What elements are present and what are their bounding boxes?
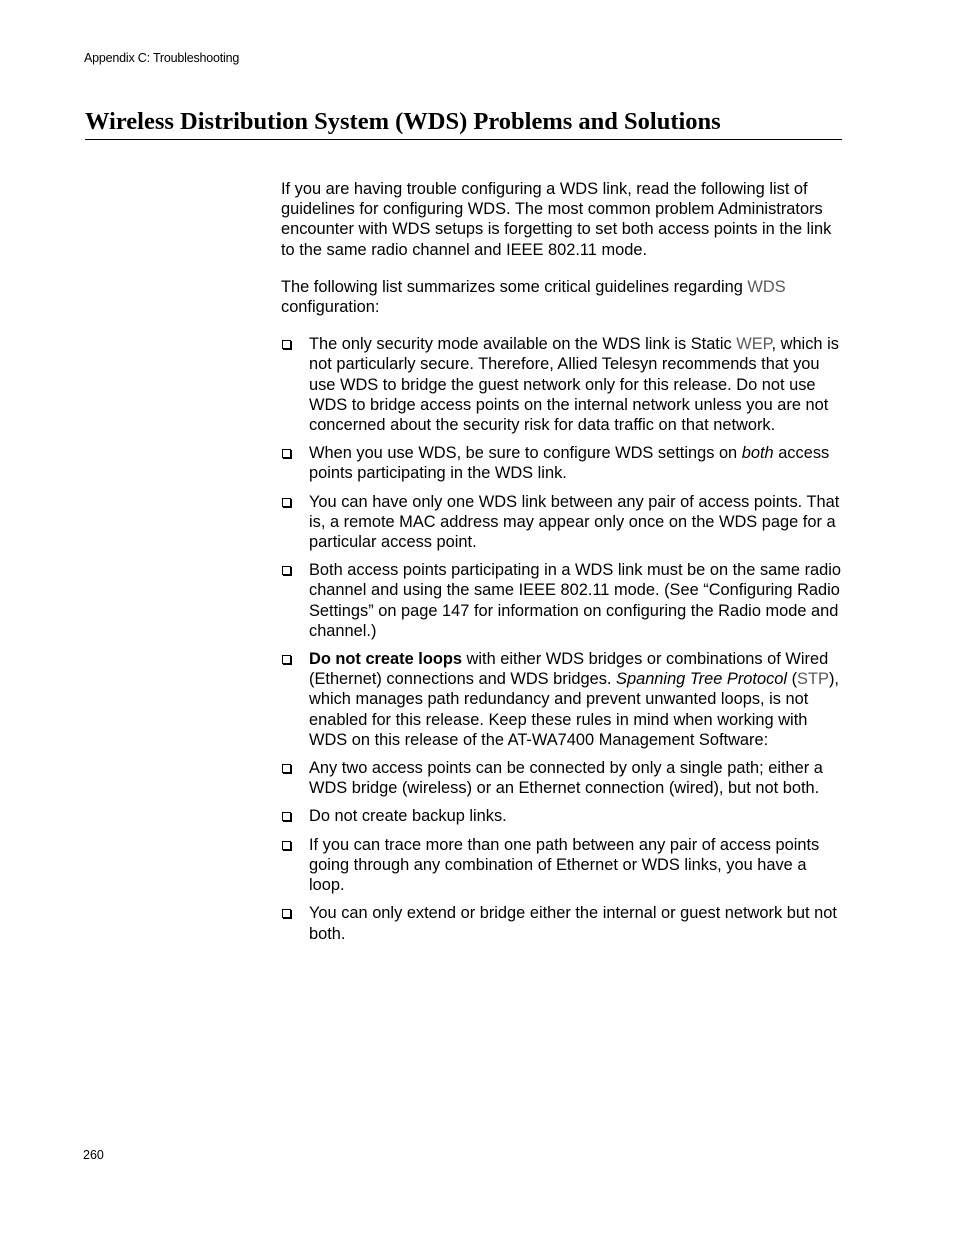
item-text: , which is not particularly secure. Therefore, Allied Telesyn recommends that you use WDS to bridge the guest network only for this release. Do not use WDS to bridge access points on the internal network unless you are not concerned about the security risk for data traffic on that network. [309,335,839,435]
item-text: You can have only one WDS link between any pair of access points. That is, a remote MAC address may appear only once on the WDS page for a particular access point. [309,492,840,552]
summary-paragraph [281,277,846,317]
strong-text: Do not create loops [309,650,462,669]
intro-paragraph: If you are having trouble configuring a WDS link, read the following list of guidelines for configuring WDS. The most common problem Administrators encounter with WDS setups is forgetting to set both access points in the link to the same radio channel and IEEE 802.11 mode. [281,180,832,259]
checkbox-bullet-icon [282,566,291,575]
list-item [281,835,846,896]
body-text [281,179,846,952]
stp-link[interactable]: STP [797,670,829,689]
list-item [281,649,846,750]
emphasis-text: both [741,444,774,463]
wep-link[interactable]: WEP [736,335,772,354]
list-item [281,560,846,641]
item-text: If you can trace more than one path between any pair of access points going through any combination of Ethernet or WDS links, you have a loop. [309,835,820,895]
checkbox-bullet-icon [282,655,291,664]
item-text: Any two access points can be connected by only a single path; either a WDS bridge (wireless) or an Ethernet connection (wired), but not both. [309,759,823,798]
list-item [281,903,846,943]
title-rule [85,139,842,140]
item-text: access points participating in the WDS link. [309,444,830,483]
list-item [281,492,846,553]
item-text: Do not create backup links. [309,807,507,826]
item-text: ), which manages path redundancy and prevent unwanted loops, is not enabled for this release. Keep these rules in mind when working with WDS on this release of the AT-WA7400 Management Software: [309,670,839,749]
list-item [281,334,846,435]
summary-text-before: The following list summarizes some critical guidelines regarding [281,277,748,296]
list-item [281,758,846,798]
checkbox-bullet-icon [282,449,291,458]
emphasis-text: Spanning Tree Protocol [616,670,788,689]
item-text: You can only extend or bridge either the internal or guest network but not both. [309,904,837,943]
item-text: with either WDS bridges or combinations of Wired (Ethernet) connections and WDS bridges. [309,650,829,689]
running-header: Appendix C: Troubleshooting [84,51,240,65]
item-text: ( [787,670,798,689]
checkbox-bullet-icon [282,498,291,507]
summary-text-after: configuration: [281,298,380,317]
checkbox-bullet-icon [282,812,291,821]
checkbox-bullet-icon [282,340,291,349]
item-text: When you use WDS, be sure to configure WDS settings on [309,444,742,463]
list-item [281,806,846,826]
wds-link[interactable]: WDS [747,277,786,296]
checkbox-bullet-icon [282,841,291,850]
checkbox-bullet-icon [282,764,291,773]
list-item [281,443,846,483]
section-title: Wireless Distribution System (WDS) Problems and Solutions [85,108,721,135]
item-text: The only security mode available on the WDS link is Static [309,335,737,354]
checkbox-bullet-icon [282,909,291,918]
page-number: 260 [83,1148,104,1162]
guidelines-list [281,334,846,943]
item-text: Both access points participating in a WDS link must be on the same radio channel and using the same IEEE 802.11 mode. (See “Configuring Radio Settings” on page 147 for information on configuring the Radio mode and channel.) [309,561,842,640]
